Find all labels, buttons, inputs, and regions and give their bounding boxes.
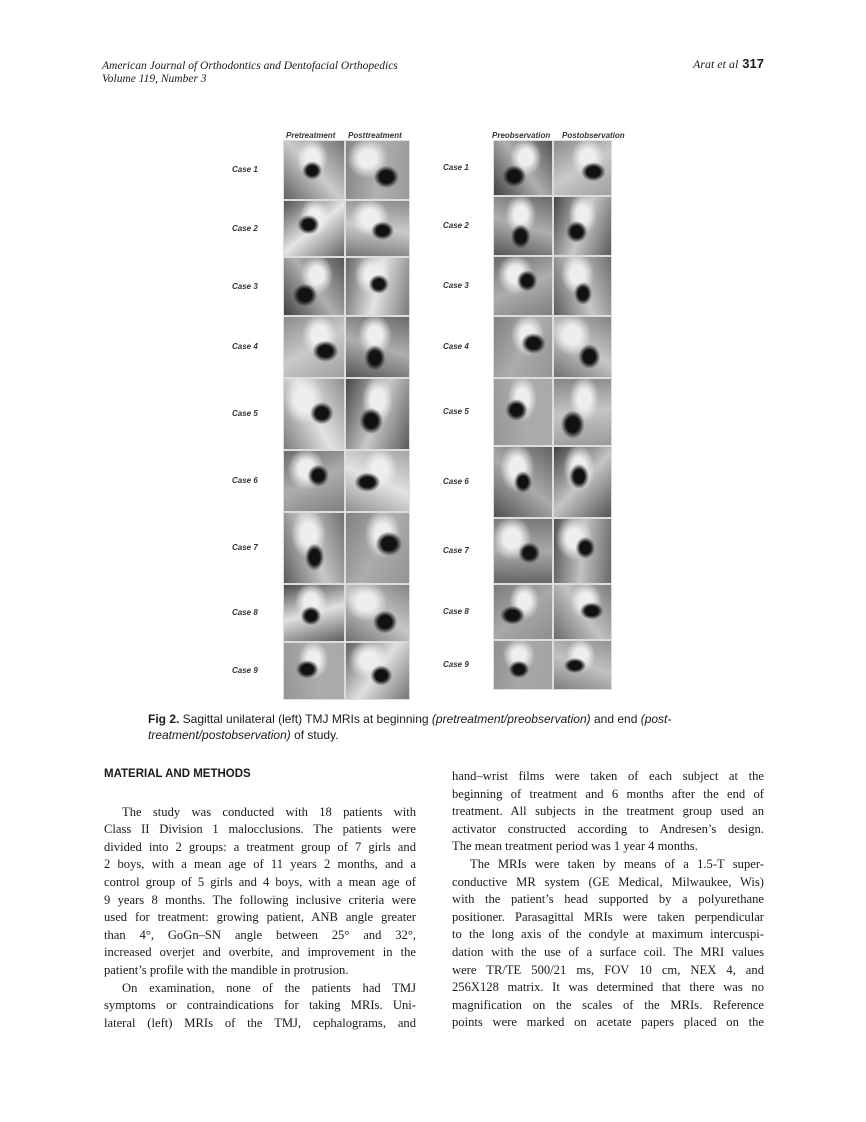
mri-image xyxy=(493,196,553,256)
text-line: patient’s profile with the mandible in protrusion. xyxy=(104,962,349,977)
text-line: divided into 2 groups: a treatment group of 7 girls and xyxy=(104,839,416,854)
text-line: used for treatment: growing patient, ANB angle greater xyxy=(104,910,416,925)
running-header-right xyxy=(693,57,764,71)
figure-caption xyxy=(148,711,728,743)
right-text-column xyxy=(452,768,764,1032)
mri-image xyxy=(553,518,612,584)
mri-image xyxy=(345,257,410,316)
volume-info: Volume 119, Number 3 xyxy=(102,73,207,85)
case-label: Case 1 xyxy=(232,165,258,174)
col-posttreatment: Posttreatment xyxy=(348,131,402,140)
case-label: Case 8 xyxy=(232,608,258,617)
mri-image xyxy=(493,378,553,446)
paragraph xyxy=(452,768,764,856)
case-label: Case 4 xyxy=(232,342,258,351)
text-line: activator constructed according to Andresen’s design. xyxy=(452,821,764,836)
case-label: Case 7 xyxy=(232,543,258,552)
mri-image xyxy=(493,518,553,584)
mri-image xyxy=(553,378,612,446)
mri-image xyxy=(493,640,553,690)
text-line: increased overjet and overbite, and improvement in the xyxy=(104,945,416,960)
mri-image xyxy=(283,584,345,642)
case-label: Case 5 xyxy=(443,407,469,416)
text-line: were TR/TE 500/21 ms, FOV 10 cm, NEX 4, and xyxy=(452,962,764,977)
case-label: Case 5 xyxy=(232,409,258,418)
mri-image xyxy=(345,642,410,700)
case-label: Case 6 xyxy=(443,477,469,486)
case-label: Case 3 xyxy=(232,281,258,291)
authors: Arat et al xyxy=(692,57,739,71)
mri-image xyxy=(283,450,345,512)
mri-image xyxy=(345,140,410,200)
text-line: beginning of treatment and 6 months after the end of xyxy=(452,786,764,801)
mri-image xyxy=(553,446,612,518)
paragraph xyxy=(104,804,416,980)
text-line: symptoms or contraindications for taking MRIs. Uni- xyxy=(104,998,416,1013)
text-line: Class II Division 1 malocclusions. The patients were xyxy=(104,822,416,837)
text-line: The MRIs were taken by means of a 1.5-T super- xyxy=(470,856,764,871)
running-header-left xyxy=(102,60,398,86)
mri-image xyxy=(553,140,612,196)
mri-image xyxy=(345,450,410,512)
caption-italic: (post-treatment/postobservation) xyxy=(148,712,672,742)
case-label: Case 1 xyxy=(443,163,469,172)
caption-label: Fig 2. xyxy=(148,712,180,726)
text-line: 256X128 matrix. It was determined that there was no xyxy=(452,980,764,995)
mri-image xyxy=(345,584,410,642)
text-line: 2 boys, with a mean age of 11 years 2 months, and a xyxy=(104,857,416,872)
mri-image xyxy=(493,584,553,640)
mri-image xyxy=(345,512,410,584)
paragraph xyxy=(104,980,416,1033)
mri-image xyxy=(283,316,345,378)
mri-image xyxy=(283,200,345,257)
case-label: Case 2 xyxy=(232,223,258,233)
caption-text: and end xyxy=(590,712,641,726)
mri-image xyxy=(553,640,612,690)
text-line: points were marked on acetate papers placed on the xyxy=(452,1015,764,1030)
mri-image xyxy=(345,200,410,257)
mri-image xyxy=(493,140,553,196)
case-label: Case 4 xyxy=(443,342,469,351)
case-label: Case 2 xyxy=(443,221,469,230)
text-line: dation with the use of a surface coil. The MRI values xyxy=(452,944,764,959)
caption-text: Sagittal unilateral (left) TMJ MRIs at beginning xyxy=(179,712,432,726)
col-postobservation: Postobservation xyxy=(562,131,625,140)
mri-image xyxy=(345,316,410,378)
case-label: Case 9 xyxy=(232,666,258,675)
left-text-column xyxy=(104,766,416,1032)
case-label: Case 8 xyxy=(443,607,469,616)
journal-title: American Journal of Orthodontics and Dentofacial Orthopedics xyxy=(102,60,398,72)
mri-image xyxy=(493,446,553,518)
text-line: 9 years 8 months. The following inclusive criteria were xyxy=(104,892,416,907)
paragraph xyxy=(452,856,764,1032)
text-line: hand–wrist films were taken of each subject at the xyxy=(452,769,764,783)
mri-image xyxy=(493,316,553,378)
text-line: magnification on the scales of the MRIs. Reference xyxy=(452,997,764,1012)
section-heading: MATERIAL AND METHODS xyxy=(104,768,251,780)
caption-text: of study. xyxy=(290,728,339,742)
text-line: with the patient’s head supported by a polyurethane xyxy=(452,892,764,907)
case-label: Case 7 xyxy=(443,546,469,555)
text-line: positioner. Parasagittal MRIs were taken perpendicular xyxy=(452,909,764,924)
case-label: Case 6 xyxy=(232,476,258,485)
text-line: lateral (left) MRIs of the TMJ, cephalograms, and xyxy=(104,1015,416,1030)
mri-image xyxy=(553,584,612,640)
mri-image xyxy=(345,378,410,450)
text-line: treatment. All subjects in the treatment group used an xyxy=(452,804,764,819)
caption-italic: (pretreatment/preobservation) xyxy=(431,712,591,726)
case-label: Case 9 xyxy=(443,660,469,669)
col-preobservation: Preobservation xyxy=(492,131,551,140)
mri-image xyxy=(283,140,345,200)
col-pretreatment: Pretreatment xyxy=(286,131,336,140)
text-line: The mean treatment period was 1 year 4 months. xyxy=(452,839,698,854)
page-number: 317 xyxy=(742,56,764,71)
mri-image xyxy=(283,512,345,584)
text-line: The study was conducted with 18 patients with xyxy=(122,804,416,819)
mri-image xyxy=(493,256,553,316)
mri-image xyxy=(283,642,345,700)
mri-image xyxy=(283,378,345,450)
text-line: control group of 5 girls and 4 boys, with a mean age of xyxy=(104,874,416,889)
mri-image xyxy=(283,257,345,316)
case-label: Case 3 xyxy=(443,281,469,290)
text-line: than 4°, GoGn–SN angle between 25° and 32°, xyxy=(104,927,416,942)
text-line: to the long axis of the condyle at maximum intercuspi- xyxy=(452,927,764,942)
text-line: On examination, none of the patients had TMJ xyxy=(122,980,416,995)
mri-image xyxy=(553,256,612,316)
mri-image xyxy=(553,196,612,256)
mri-image xyxy=(553,316,612,378)
text-line: conductive MR system (GE Medical, Milwaukee, Wis) xyxy=(452,874,764,889)
